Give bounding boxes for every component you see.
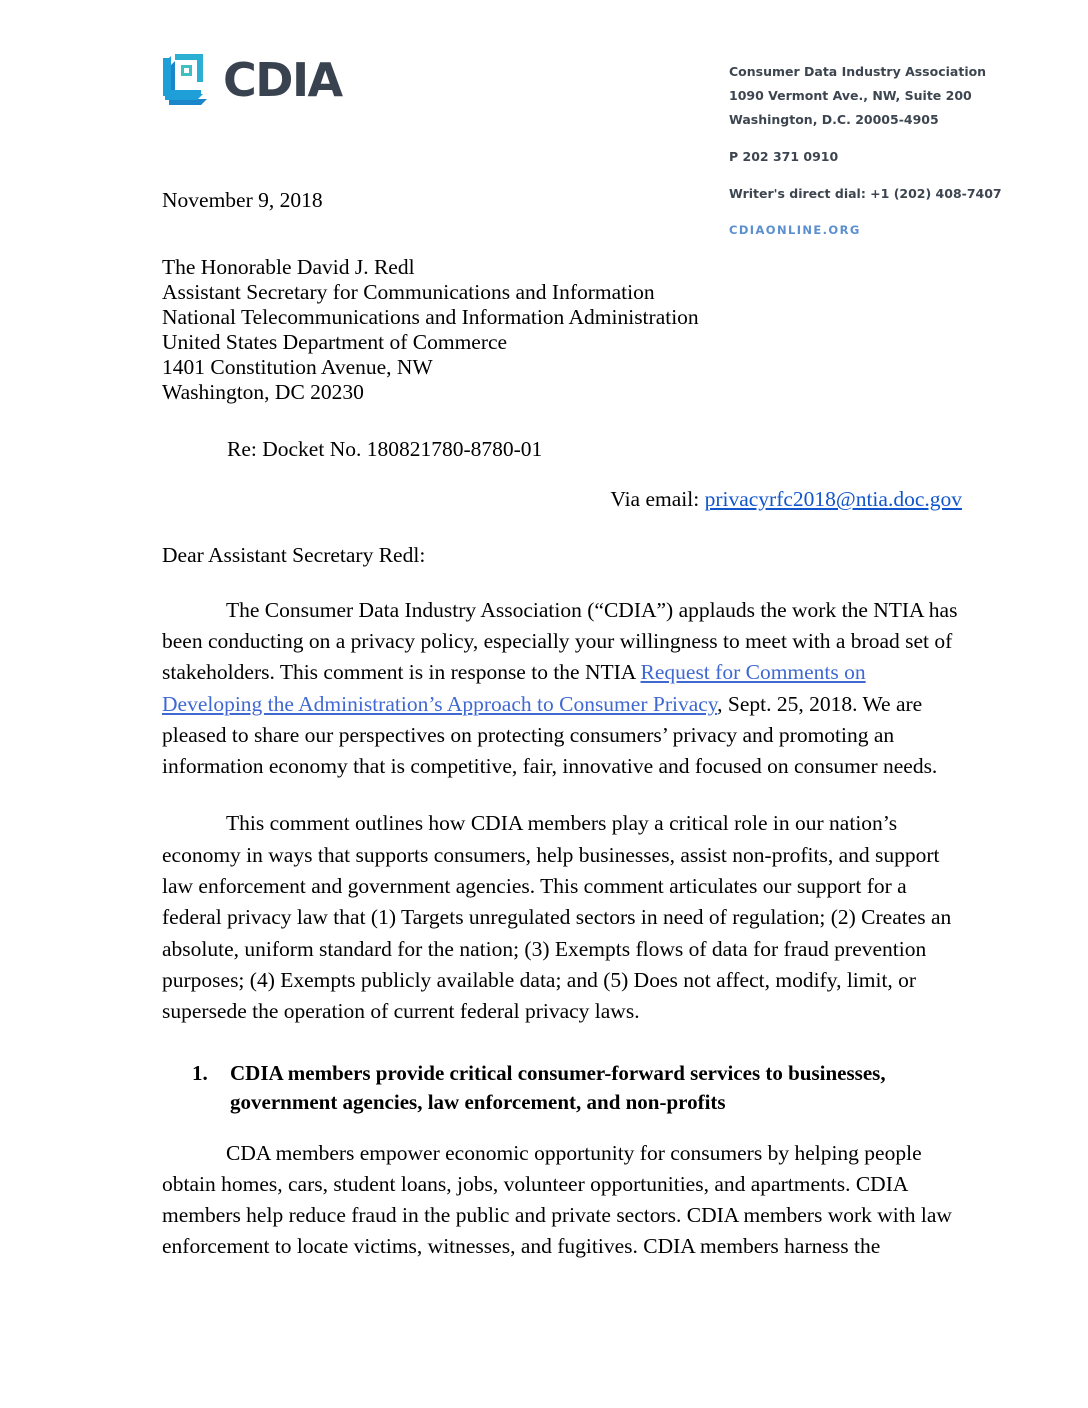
recipient-agency: National Telecommunications and Information Administration: [162, 304, 699, 329]
recipient-title: Assistant Secretary for Communications and Information: [162, 279, 655, 304]
section-1-heading: [192, 1059, 962, 1115]
recipient-name: The Honorable David J. Redl: [162, 254, 415, 279]
contact-spacer-1: [729, 132, 1049, 145]
salutation: Dear Assistant Secretary Redl:: [162, 542, 426, 567]
contact-direct-dial: Writer's direct dial: +1 (202) 408-7407: [729, 186, 1002, 201]
cdia-logo: [163, 54, 342, 106]
contact-website-link[interactable]: CDIAONLINE.ORG: [729, 223, 861, 237]
letter-body: [162, 190, 962, 1263]
via-email-line: [162, 487, 962, 513]
rfc-document-link[interactable]: Request for Comments on Developing the Administration’s Approach to Consumer Privacy: [162, 660, 866, 716]
paragraph-1: [162, 595, 962, 783]
recipient-address-block: [162, 255, 962, 406]
via-email-address-link[interactable]: privacyrfc2018@ntia.doc.gov: [704, 487, 962, 512]
contact-organization: Consumer Data Industry Association: [729, 64, 987, 79]
contact-street: 1090 Vermont Ave., NW, Suite 200: [729, 88, 972, 103]
re-docket-line: Re: Docket No. 180821780-8780-01: [227, 437, 543, 462]
contact-phone: P 202 371 0910: [729, 149, 839, 164]
paragraph-1-part-2: , Sept. 25, 2018. We are pleased to share our perspectives on protecting consumers’ privacy and promoting an information economy that is competitive, fair, innovative and focused on consumer needs.: [162, 691, 938, 779]
contact-spacer-2: [729, 169, 1049, 182]
section-1-heading-text: CDIA members provide critical consumer-forward services to businesses, government agencies, law enforcement, and non-profits: [230, 1061, 886, 1114]
paragraph-2: This comment outlines how CDIA members play a critical role in our nation’s economy in ways that supports consumers, help businesses, assist non-profits, and support law enforcement and government agencies. This comment articulates our support for a federal privacy law that (1) Targets unregulated sectors in need of regulation; (2) Creates an absolute, uniform standard for the nation; (3) Exempts flows of data for fraud prevention purposes; (4) Exempts publicly available data; and (5) Does not affect, modify, limit, or supersede the operation of current federal privacy laws.: [162, 811, 952, 1024]
recipient-street: 1401 Constitution Avenue, NW: [162, 355, 433, 380]
recipient-city-state-zip: Washington, DC 20230: [162, 380, 364, 405]
letter-date: November 9, 2018: [162, 188, 323, 212]
paragraph-3: CDA members empower economic opportunity for consumers by helping people obtain homes, cars, student loans, jobs, volunteer opportunities, and apartments. CDIA members help reduce fraud in the public and private sectors. CDIA members work with law enforcement to locate victims, witnesses, and fugitives. CDIA members harness the: [162, 1140, 952, 1259]
section-1-number: 1.: [192, 1061, 208, 1086]
recipient-department: United States Department of Commerce: [162, 329, 508, 354]
cdia-brackets-icon: [163, 54, 209, 106]
paragraph-1-part-1: The Consumer Data Industry Association (“CDIA”) applauds the work the NTIA has been conducting on a privacy policy, especially your willingness to meet with a broad set of stakeholders. This comment is in response to the NTIA: [162, 597, 958, 685]
via-email-label: Via email:: [610, 487, 705, 512]
contact-city-state-zip: Washington, D.C. 20005-4905: [729, 112, 939, 127]
cdia-wordmark: CDIA: [223, 53, 342, 107]
